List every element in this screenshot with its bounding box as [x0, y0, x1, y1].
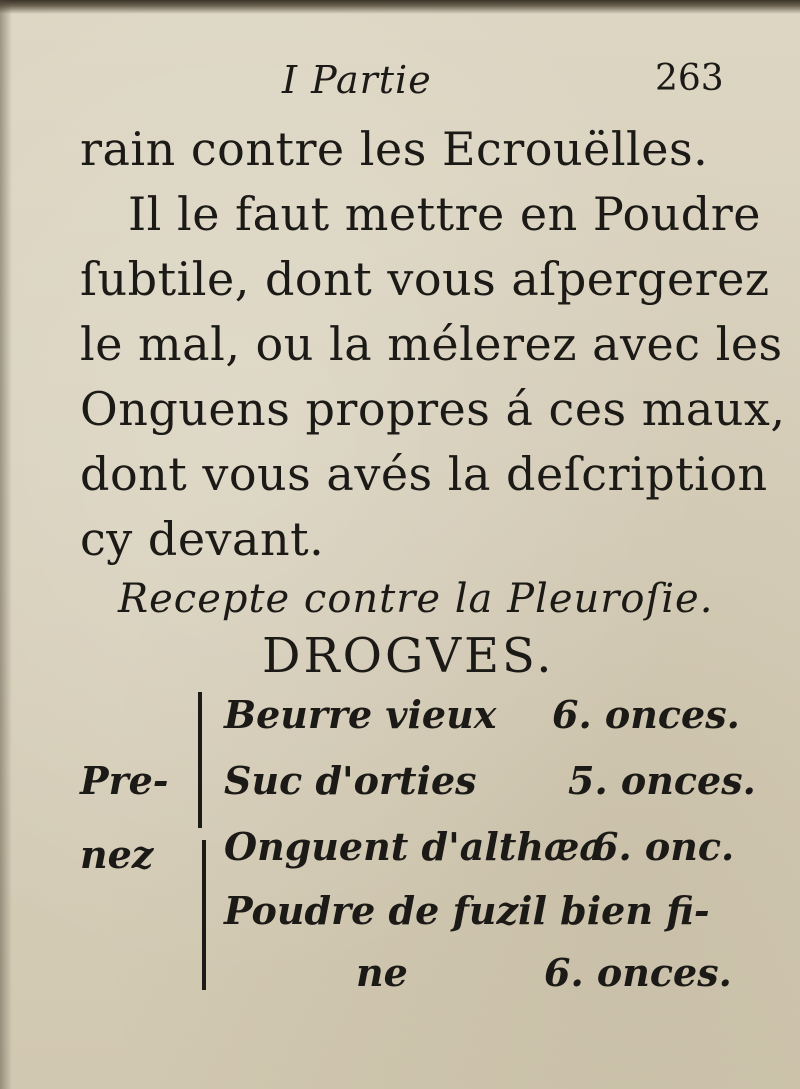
brace-stroke	[202, 840, 206, 990]
prenez-label: nez	[80, 832, 154, 877]
ingredient-quantity: 6. onces.	[552, 692, 740, 737]
section-heading: DROGVES.	[262, 628, 555, 684]
prenez-label: Pre-	[80, 758, 169, 803]
ingredient-quantity: 6. onc.	[592, 824, 735, 869]
body-line: rain contre les Ecrouëlles.	[80, 122, 709, 176]
brace-stroke	[198, 692, 202, 828]
body-line: dont vous avés la deſcription	[80, 447, 768, 501]
page-number: 263	[655, 58, 724, 99]
ingredient-quantity: 5. onces.	[568, 758, 756, 803]
ingredient-name: Onguent d'althæa	[224, 824, 604, 869]
body-line: le mal, ou la mélerez avec les	[80, 317, 783, 371]
running-head: I Partie	[282, 58, 432, 102]
ingredient-quantity: 6. onces.	[544, 950, 732, 995]
ingredient-name: Suc d'orties	[224, 758, 477, 803]
recipe-title: Recepte contre la Pleuroſie.	[118, 576, 714, 622]
body-line: cy devant.	[80, 512, 325, 566]
ingredient-name: Beurre vieux	[224, 692, 497, 737]
ingredient-name: Poudre de fuzil bien fi-	[224, 888, 710, 933]
page-gutter-shadow	[0, 0, 12, 1089]
page-top-edge-shadow	[0, 0, 800, 14]
body-line: Il le faut mettre en Poudre	[128, 187, 761, 241]
body-line: ſubtile, dont vous aſpergerez	[80, 252, 770, 306]
page-header	[0, 58, 800, 108]
body-line: Onguens propres á ces maux,	[80, 382, 786, 436]
ingredient-name: ne	[356, 950, 408, 995]
